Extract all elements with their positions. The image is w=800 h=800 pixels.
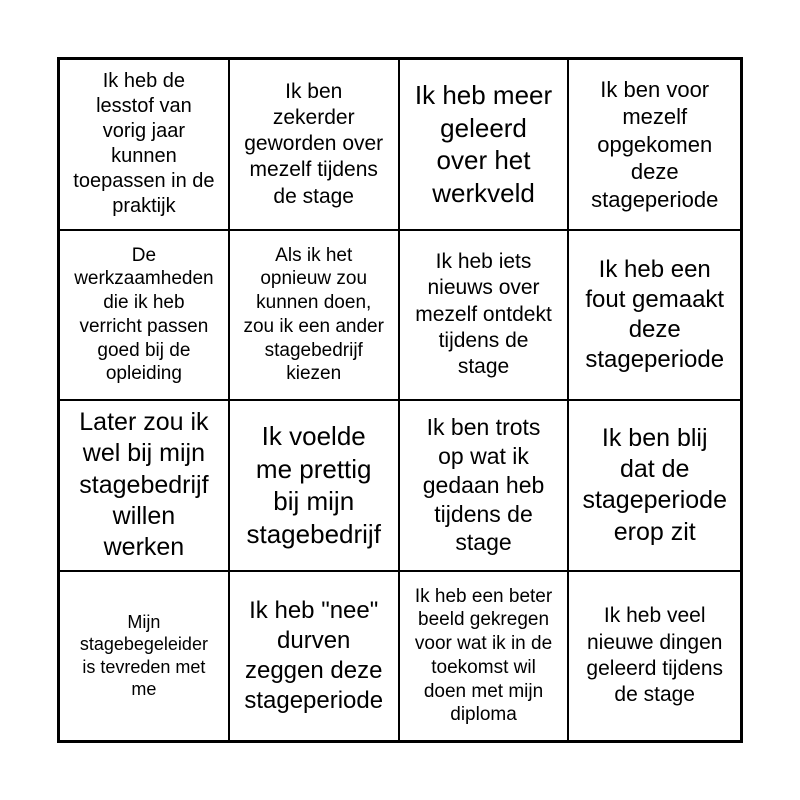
bingo-cell-r1c4[interactable]: Ik ben voor mezelf opgekomen deze stageperiode (568, 59, 741, 230)
bingo-cell-r3c4[interactable]: Ik ben blij dat de stageperiode erop zit (568, 400, 741, 571)
bingo-cell-r1c1[interactable]: Ik heb de lesstof van vorig jaar kunnen toepassen in de praktijk (59, 59, 229, 230)
bingo-cell-r3c3[interactable]: Ik ben trots op wat ik gedaan heb tijdens de stage (399, 400, 569, 571)
bingo-cell-r2c2[interactable]: Als ik het opnieuw zou kunnen doen, zou ik een ander stagebedrijf kiezen (229, 230, 399, 401)
bingo-cell-r4c4[interactable]: Ik heb veel nieuwe dingen geleerd tijdens de stage (568, 571, 741, 742)
bingo-cell-r1c2[interactable]: Ik ben zekerder geworden over mezelf tijdens de stage (229, 59, 399, 230)
bingo-cell-r2c4[interactable]: Ik heb een fout gemaakt deze stageperiode (568, 230, 741, 401)
bingo-cell-r3c2[interactable]: Ik voelde me prettig bij mijn stagebedrijf (229, 400, 399, 571)
bingo-cell-r3c1[interactable]: Later zou ik wel bij mijn stagebedrijf willen werken (59, 400, 229, 571)
bingo-cell-r1c3[interactable]: Ik heb meer geleerd over het werkveld (399, 59, 569, 230)
bingo-grid (57, 57, 743, 743)
bingo-cell-r4c2[interactable]: Ik heb "nee" durven zeggen deze stageperiode (229, 571, 399, 742)
bingo-cell-r4c1[interactable]: Mijn stagebegeleider is tevreden met me (59, 571, 229, 742)
bingo-cell-r2c1[interactable]: De werkzaamheden die ik heb verricht passen goed bij de opleiding (59, 230, 229, 401)
bingo-cell-r2c3[interactable]: Ik heb iets nieuws over mezelf ontdekt tijdens de stage (399, 230, 569, 401)
bingo-cell-r4c3[interactable]: Ik heb een beter beeld gekregen voor wat ik in de toekomst wil doen met mijn diploma (399, 571, 569, 742)
